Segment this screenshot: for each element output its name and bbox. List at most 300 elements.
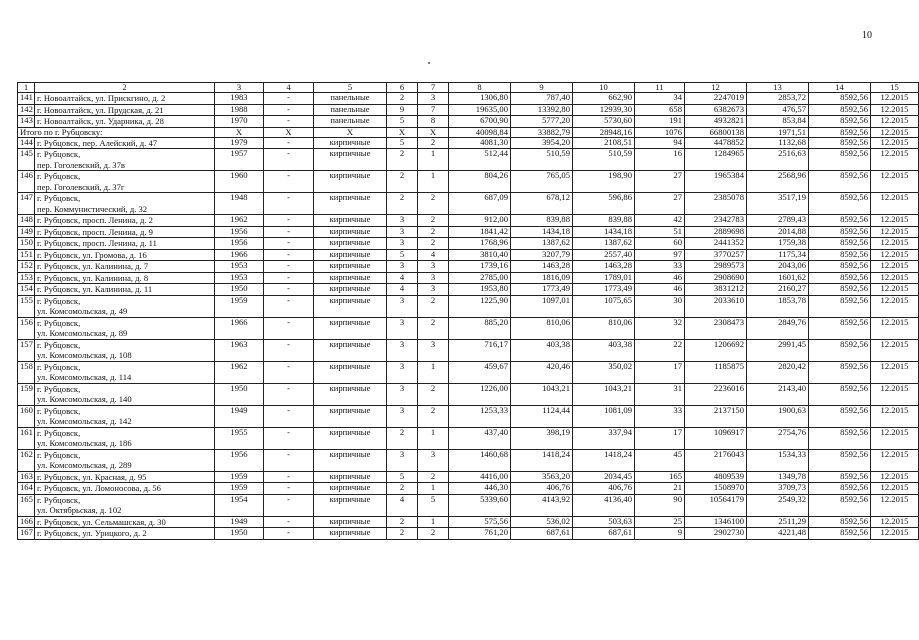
table-cell: 1841,42 bbox=[449, 226, 511, 238]
table-row bbox=[18, 149, 919, 171]
table-row bbox=[18, 171, 919, 193]
table-cell: 1534,33 bbox=[747, 449, 809, 471]
table-cell: 8592,56 bbox=[809, 449, 871, 471]
table-cell: 8592,56 bbox=[809, 137, 871, 149]
scan-dot bbox=[428, 62, 430, 64]
table-cell: 1956 bbox=[215, 226, 264, 238]
table-cell: 8592,56 bbox=[809, 295, 871, 317]
table-cell: 21 bbox=[635, 483, 685, 495]
table-cell: 1185875 bbox=[685, 361, 747, 383]
address-cell: г. Рубцовск, ул. Громова, д. 16 bbox=[35, 249, 215, 261]
table-cell: 853,84 bbox=[747, 116, 809, 128]
table-cell: 1773,49 bbox=[573, 284, 635, 296]
table-cell: кирпичные bbox=[314, 215, 387, 227]
table-row bbox=[18, 494, 919, 516]
table-cell: - bbox=[264, 528, 314, 540]
table-cell: - bbox=[264, 93, 314, 105]
table-cell: 1956 bbox=[215, 238, 264, 250]
table-cell: 406,76 bbox=[511, 483, 573, 495]
table-cell: 2908690 bbox=[685, 272, 747, 284]
table-cell: 12.2015 bbox=[871, 272, 919, 284]
table-cell: 1962 bbox=[215, 215, 264, 227]
table-cell: 2849,76 bbox=[747, 317, 809, 339]
table-cell: 1954 bbox=[215, 494, 264, 516]
address-cell: г. Рубцовск, пер. Гоголевский, д. 37г bbox=[35, 171, 215, 193]
table-cell: 1 bbox=[418, 149, 449, 171]
table-cell: 60 bbox=[635, 238, 685, 250]
table-cell: 2568,96 bbox=[747, 171, 809, 193]
table-cell: 1206692 bbox=[685, 339, 747, 361]
table-cell: панельные bbox=[314, 116, 387, 128]
table-cell: кирпичные bbox=[314, 383, 387, 405]
table-cell: 3 bbox=[387, 339, 418, 361]
table-cell: 3954,20 bbox=[511, 137, 573, 149]
address-cell: г. Рубцовск, ул. Комсомольская, д. 114 bbox=[35, 361, 215, 383]
table-cell: 3 bbox=[387, 238, 418, 250]
table-cell: 150 bbox=[18, 238, 35, 250]
table-cell: 46 bbox=[635, 272, 685, 284]
table-cell: кирпичные bbox=[314, 471, 387, 483]
table-cell: 687,61 bbox=[511, 528, 573, 540]
table-cell: X bbox=[387, 127, 418, 137]
table-cell: 12939,30 bbox=[573, 104, 635, 116]
table-cell: - bbox=[264, 249, 314, 261]
table-cell: 12.2015 bbox=[871, 249, 919, 261]
table-cell: - bbox=[264, 516, 314, 528]
column-number-row bbox=[18, 83, 919, 93]
table-cell: 12.2015 bbox=[871, 483, 919, 495]
table-cell: 6382673 bbox=[685, 104, 747, 116]
table-cell: 3 bbox=[418, 449, 449, 471]
table-cell: 34 bbox=[635, 93, 685, 105]
table-cell: 810,06 bbox=[511, 317, 573, 339]
table-cell: 12.2015 bbox=[871, 127, 919, 137]
table-cell: 12.2015 bbox=[871, 405, 919, 427]
table-cell: 1900,63 bbox=[747, 405, 809, 427]
table-cell: X bbox=[215, 127, 264, 137]
table-cell: 2160,27 bbox=[747, 284, 809, 296]
table-cell: 2991,45 bbox=[747, 339, 809, 361]
table-cell: 32 bbox=[635, 317, 685, 339]
table-cell: 13392,80 bbox=[511, 104, 573, 116]
table-row bbox=[18, 261, 919, 273]
table-cell: кирпичные bbox=[314, 528, 387, 540]
address-cell: г. Рубцовск, просп. Ленина, д. 11 bbox=[35, 238, 215, 250]
table-cell: - bbox=[264, 383, 314, 405]
table-cell: 12.2015 bbox=[871, 494, 919, 516]
column-number-cell: 4 bbox=[264, 83, 314, 93]
table-row bbox=[18, 405, 919, 427]
table-cell: 3 bbox=[387, 449, 418, 471]
table-cell: 1988 bbox=[215, 104, 264, 116]
table-cell: - bbox=[264, 104, 314, 116]
table-cell: 1 bbox=[418, 516, 449, 528]
table-cell: 45 bbox=[635, 449, 685, 471]
table-cell: кирпичные bbox=[314, 516, 387, 528]
table-cell: 1225,90 bbox=[449, 295, 511, 317]
table-cell: 4 bbox=[387, 284, 418, 296]
table-cell: 1950 bbox=[215, 528, 264, 540]
table-cell: 165 bbox=[18, 494, 35, 516]
table-cell: 3 bbox=[418, 272, 449, 284]
table-row bbox=[18, 339, 919, 361]
table-cell: 1953 bbox=[215, 261, 264, 273]
table-cell: 1 bbox=[418, 171, 449, 193]
table-cell: - bbox=[264, 238, 314, 250]
table-cell: 2385078 bbox=[685, 193, 747, 215]
table-cell: 1349,78 bbox=[747, 471, 809, 483]
column-number-cell: 7 bbox=[418, 83, 449, 93]
table-cell: 1959 bbox=[215, 471, 264, 483]
table-cell: 8 bbox=[418, 116, 449, 128]
table-cell: 1983 bbox=[215, 93, 264, 105]
table-cell: 161 bbox=[18, 427, 35, 449]
table-cell: 4478852 bbox=[685, 137, 747, 149]
table-cell: 33 bbox=[635, 405, 685, 427]
table-cell: 4932821 bbox=[685, 116, 747, 128]
address-cell: г. Рубцовск, ул. Ломоносова, д. 56 bbox=[35, 483, 215, 495]
table-cell: 4 bbox=[387, 272, 418, 284]
table-cell: панельные bbox=[314, 104, 387, 116]
table-row bbox=[18, 471, 919, 483]
table-row bbox=[18, 449, 919, 471]
table-cell: 3 bbox=[387, 405, 418, 427]
table-cell: 1284965 bbox=[685, 149, 747, 171]
total-row bbox=[18, 127, 919, 137]
table-cell: X bbox=[264, 127, 314, 137]
table-cell: 8592,56 bbox=[809, 427, 871, 449]
table-cell: 337,94 bbox=[573, 427, 635, 449]
table-cell: 2108,51 bbox=[573, 137, 635, 149]
table-cell: 19635,00 bbox=[449, 104, 511, 116]
table-cell: 5339,60 bbox=[449, 494, 511, 516]
table-cell: 9 bbox=[387, 104, 418, 116]
table-cell: 1132,68 bbox=[747, 137, 809, 149]
table-cell: 163 bbox=[18, 471, 35, 483]
table-cell: кирпичные bbox=[314, 238, 387, 250]
table-cell: 12.2015 bbox=[871, 528, 919, 540]
table-cell: 2033610 bbox=[685, 295, 747, 317]
table-cell: 8592,56 bbox=[809, 238, 871, 250]
table-cell: 1953 bbox=[215, 272, 264, 284]
table-cell: 5 bbox=[418, 494, 449, 516]
table-cell: - bbox=[264, 116, 314, 128]
table-cell: 3 bbox=[387, 317, 418, 339]
table-cell: 94 bbox=[635, 137, 685, 149]
table-cell: 1957 bbox=[215, 149, 264, 171]
table-cell: 885,20 bbox=[449, 317, 511, 339]
table-cell: 5 bbox=[387, 249, 418, 261]
table-row bbox=[18, 361, 919, 383]
table-cell: 2 bbox=[418, 215, 449, 227]
table-cell: 804,26 bbox=[449, 171, 511, 193]
table-cell: 1966 bbox=[215, 317, 264, 339]
table-cell: 2236016 bbox=[685, 383, 747, 405]
table-cell: - bbox=[264, 272, 314, 284]
table-cell: кирпичные bbox=[314, 193, 387, 215]
table-cell: 2 bbox=[418, 317, 449, 339]
table-cell: кирпичные bbox=[314, 483, 387, 495]
table-cell: 512,44 bbox=[449, 149, 511, 171]
table-cell: 12.2015 bbox=[871, 238, 919, 250]
table-cell: 2853,72 bbox=[747, 93, 809, 105]
table-cell: 1075,65 bbox=[573, 295, 635, 317]
table-cell: 503,63 bbox=[573, 516, 635, 528]
table-cell: 765,05 bbox=[511, 171, 573, 193]
table-cell: 398,19 bbox=[511, 427, 573, 449]
table-cell: 1124,44 bbox=[511, 405, 573, 427]
table-cell: 1434,18 bbox=[573, 226, 635, 238]
table-cell: кирпичные bbox=[314, 427, 387, 449]
table-cell: 8592,56 bbox=[809, 149, 871, 171]
table-cell: 5 bbox=[387, 137, 418, 149]
table-cell: 144 bbox=[18, 137, 35, 149]
column-number-cell: 9 bbox=[511, 83, 573, 93]
total-label-cell: Итого по г. Рубцовску: bbox=[18, 127, 215, 137]
table-row bbox=[18, 427, 919, 449]
table-cell: 1097,01 bbox=[511, 295, 573, 317]
table-cell: 8592,56 bbox=[809, 471, 871, 483]
table-cell: 8592,56 bbox=[809, 261, 871, 273]
table-cell: 1460,68 bbox=[449, 449, 511, 471]
table-cell: 1816,09 bbox=[511, 272, 573, 284]
table-cell: 97 bbox=[635, 249, 685, 261]
table-cell: 2 bbox=[418, 471, 449, 483]
address-cell: г. Рубцовск, ул. Комсомольская, д. 108 bbox=[35, 339, 215, 361]
table-cell: 1 bbox=[418, 483, 449, 495]
table-cell: 66800138 bbox=[685, 127, 747, 137]
table-row bbox=[18, 483, 919, 495]
table-cell: 2 bbox=[418, 193, 449, 215]
table-cell: 3563,20 bbox=[511, 471, 573, 483]
table-cell: 12.2015 bbox=[871, 261, 919, 273]
table-cell: 8592,56 bbox=[809, 361, 871, 383]
table-cell: 2 bbox=[418, 383, 449, 405]
table-cell: 31 bbox=[635, 383, 685, 405]
table-cell: кирпичные bbox=[314, 361, 387, 383]
table-row bbox=[18, 137, 919, 149]
table-cell: 420,46 bbox=[511, 361, 573, 383]
table-cell: 1387,62 bbox=[511, 238, 573, 250]
table-cell: 2 bbox=[387, 427, 418, 449]
table-cell: - bbox=[264, 193, 314, 215]
table-cell: 1789,01 bbox=[573, 272, 635, 284]
table-cell: 687,61 bbox=[573, 528, 635, 540]
table-cell: 510,59 bbox=[573, 149, 635, 171]
table-cell: 716,17 bbox=[449, 339, 511, 361]
table-cell: 27 bbox=[635, 171, 685, 193]
table-cell: - bbox=[264, 226, 314, 238]
address-cell: г. Рубцовск, просп. Ленина, д. 2 bbox=[35, 215, 215, 227]
table-cell: 143 bbox=[18, 116, 35, 128]
table-cell: 17 bbox=[635, 361, 685, 383]
table-cell: 22 bbox=[635, 339, 685, 361]
table-cell: - bbox=[264, 449, 314, 471]
table-cell: 1948 bbox=[215, 193, 264, 215]
table-row bbox=[18, 295, 919, 317]
table-cell: 8592,56 bbox=[809, 339, 871, 361]
table-cell: 12.2015 bbox=[871, 226, 919, 238]
column-number-cell: 2 bbox=[35, 83, 215, 93]
table-cell: 1773,49 bbox=[511, 284, 573, 296]
table-cell: 839,88 bbox=[511, 215, 573, 227]
table-cell: 1959 bbox=[215, 295, 264, 317]
table-cell: 2 bbox=[387, 149, 418, 171]
table-cell: 8592,56 bbox=[809, 405, 871, 427]
table-row bbox=[18, 93, 919, 105]
column-number-cell: 8 bbox=[449, 83, 511, 93]
housing-register-table bbox=[17, 82, 919, 540]
table-cell: 1959 bbox=[215, 483, 264, 495]
table-cell: 1463,28 bbox=[511, 261, 573, 273]
table-cell: 459,67 bbox=[449, 361, 511, 383]
table-cell: 1076 bbox=[635, 127, 685, 137]
column-number-cell: 10 bbox=[573, 83, 635, 93]
table-cell: 8592,56 bbox=[809, 215, 871, 227]
table-cell: 5730,60 bbox=[573, 116, 635, 128]
table-row bbox=[18, 104, 919, 116]
table-cell: 12.2015 bbox=[871, 383, 919, 405]
column-number-cell: 5 bbox=[314, 83, 387, 93]
table-cell: 8592,56 bbox=[809, 93, 871, 105]
table-cell: - bbox=[264, 295, 314, 317]
table-cell: 8592,56 bbox=[809, 284, 871, 296]
table-cell: 446,30 bbox=[449, 483, 511, 495]
table-cell: 146 bbox=[18, 171, 35, 193]
table-cell: панельные bbox=[314, 93, 387, 105]
table-cell: - bbox=[264, 361, 314, 383]
table-cell: 8592,56 bbox=[809, 528, 871, 540]
table-cell: 159 bbox=[18, 383, 35, 405]
table-cell: 2516,63 bbox=[747, 149, 809, 171]
table-cell: 1 bbox=[418, 361, 449, 383]
table-cell: 8592,56 bbox=[809, 193, 871, 215]
table-cell: 33882,79 bbox=[511, 127, 573, 137]
table-cell: 658 bbox=[635, 104, 685, 116]
address-cell: г. Новоалтайск, ул. Прискгино, д. 2 bbox=[35, 93, 215, 105]
table-cell: 8592,56 bbox=[809, 116, 871, 128]
table-cell: 145 bbox=[18, 149, 35, 171]
table-cell: - bbox=[264, 494, 314, 516]
table-cell: 1962 bbox=[215, 361, 264, 383]
table-cell: 5777,20 bbox=[511, 116, 573, 128]
table-cell: 1979 bbox=[215, 137, 264, 149]
address-cell: г. Рубцовск, ул. Комсомольская, д. 89 bbox=[35, 317, 215, 339]
table-cell: 8592,56 bbox=[809, 317, 871, 339]
address-cell: г. Рубцовск, просп. Ленина, д. 9 bbox=[35, 226, 215, 238]
table-cell: 12.2015 bbox=[871, 93, 919, 105]
table-cell: 1963 bbox=[215, 339, 264, 361]
table-cell: 153 bbox=[18, 272, 35, 284]
table-cell: 1953,80 bbox=[449, 284, 511, 296]
table-cell: 167 bbox=[18, 528, 35, 540]
address-cell: г. Рубцовск, пер. Алейский, д. 47 bbox=[35, 137, 215, 149]
table-cell: 839,88 bbox=[573, 215, 635, 227]
table-cell: 510,59 bbox=[511, 149, 573, 171]
table-cell: 4221,48 bbox=[747, 528, 809, 540]
table-cell: 1253,33 bbox=[449, 405, 511, 427]
table-cell: 1966 bbox=[215, 249, 264, 261]
table-cell: 16 bbox=[635, 149, 685, 171]
table-row bbox=[18, 226, 919, 238]
table-cell: 4081,30 bbox=[449, 137, 511, 149]
table-cell: 12.2015 bbox=[871, 215, 919, 227]
table-cell: 3 bbox=[387, 383, 418, 405]
table-cell: - bbox=[264, 261, 314, 273]
table-cell: 42 bbox=[635, 215, 685, 227]
table-row bbox=[18, 516, 919, 528]
table-cell: 12.2015 bbox=[871, 284, 919, 296]
table-cell: 403,38 bbox=[511, 339, 573, 361]
table-cell: 12.2015 bbox=[871, 427, 919, 449]
table-row bbox=[18, 284, 919, 296]
table-cell: 3517,19 bbox=[747, 193, 809, 215]
table-cell: 4416,00 bbox=[449, 471, 511, 483]
table-cell: 156 bbox=[18, 317, 35, 339]
table-cell: 1960 bbox=[215, 171, 264, 193]
table-cell: 12.2015 bbox=[871, 193, 919, 215]
address-cell: г. Новоалтайск, ул. Прудская, д. 21 bbox=[35, 104, 215, 116]
table-cell: 12.2015 bbox=[871, 116, 919, 128]
table-cell: 2342783 bbox=[685, 215, 747, 227]
table-cell: 147 bbox=[18, 193, 35, 215]
table-cell: 3 bbox=[418, 261, 449, 273]
table-cell: 787,40 bbox=[511, 93, 573, 105]
table-cell: кирпичные bbox=[314, 137, 387, 149]
table-cell: 1175,34 bbox=[747, 249, 809, 261]
table-cell: 2 bbox=[387, 528, 418, 540]
table-cell: 2902730 bbox=[685, 528, 747, 540]
table-cell: 2 bbox=[418, 405, 449, 427]
table-cell: 2 bbox=[387, 483, 418, 495]
table-cell: 51 bbox=[635, 226, 685, 238]
table-cell: 10564179 bbox=[685, 494, 747, 516]
table-cell: 3 bbox=[387, 215, 418, 227]
table-cell: кирпичные bbox=[314, 226, 387, 238]
table-row bbox=[18, 317, 919, 339]
table-cell: 406,76 bbox=[573, 483, 635, 495]
table-cell: 1739,16 bbox=[449, 261, 511, 273]
table-cell: 3 bbox=[418, 339, 449, 361]
table-cell: 662,90 bbox=[573, 93, 635, 105]
table-cell: 1853,78 bbox=[747, 295, 809, 317]
table-cell: 3 bbox=[418, 93, 449, 105]
table-cell: 2043,06 bbox=[747, 261, 809, 273]
table-cell: 12.2015 bbox=[871, 449, 919, 471]
table-cell: 2820,42 bbox=[747, 361, 809, 383]
table-cell: 678,12 bbox=[511, 193, 573, 215]
table-cell: - bbox=[264, 137, 314, 149]
table-cell: 8592,56 bbox=[809, 516, 871, 528]
table-row bbox=[18, 238, 919, 250]
table-cell: 2 bbox=[418, 137, 449, 149]
table-cell: 2 bbox=[387, 171, 418, 193]
table-cell: 12.2015 bbox=[871, 104, 919, 116]
table-cell: 25 bbox=[635, 516, 685, 528]
table-cell: 350,02 bbox=[573, 361, 635, 383]
table-cell: 1096917 bbox=[685, 427, 747, 449]
table-cell: 4809539 bbox=[685, 471, 747, 483]
table-cell: 3 bbox=[418, 284, 449, 296]
table-cell: 2441352 bbox=[685, 238, 747, 250]
table-cell: 152 bbox=[18, 261, 35, 273]
table-cell: 2247019 bbox=[685, 93, 747, 105]
table-cell: 12.2015 bbox=[871, 317, 919, 339]
table-cell: 4 bbox=[387, 494, 418, 516]
table-cell: 3207,79 bbox=[511, 249, 573, 261]
table-cell: кирпичные bbox=[314, 339, 387, 361]
table-cell: кирпичные bbox=[314, 449, 387, 471]
